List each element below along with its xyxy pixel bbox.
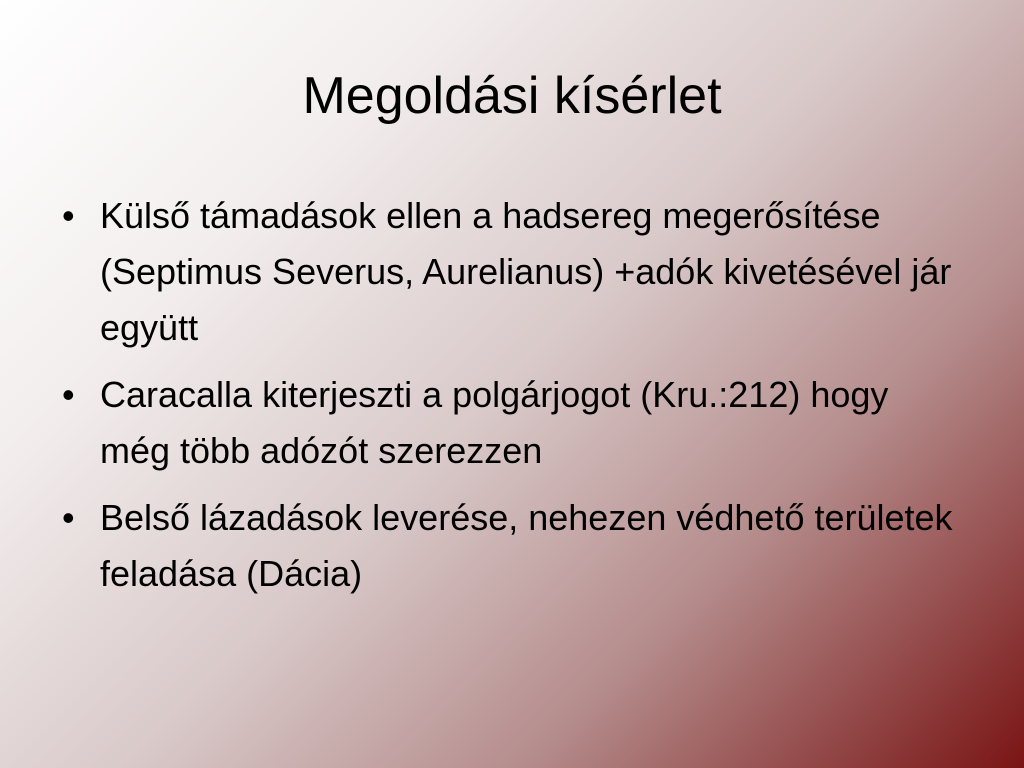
bullet-list — [58, 188, 958, 613]
bullet-dot-icon: • — [62, 374, 75, 415]
slide-title: Megoldási kísérlet — [302, 67, 722, 125]
bullet-dot-icon: • — [62, 195, 75, 236]
bullet-text: Belső lázadások leverése, nehezen védhető területek feladása (Dácia) — [100, 497, 953, 594]
bullet-text: Külső támadások ellen a hadsereg megerősítése (Septimus Severus, Aurelianus) +adók kivetésével jár együtt — [100, 195, 952, 348]
bullet-item — [58, 367, 958, 479]
bullet-item — [58, 490, 958, 602]
bullet-item — [58, 188, 958, 356]
bullet-text: Caracalla kiterjeszti a polgárjogot (Kru.:212) hogy még több adózót szerezzen — [100, 374, 889, 471]
bullet-dot-icon: • — [62, 497, 75, 538]
